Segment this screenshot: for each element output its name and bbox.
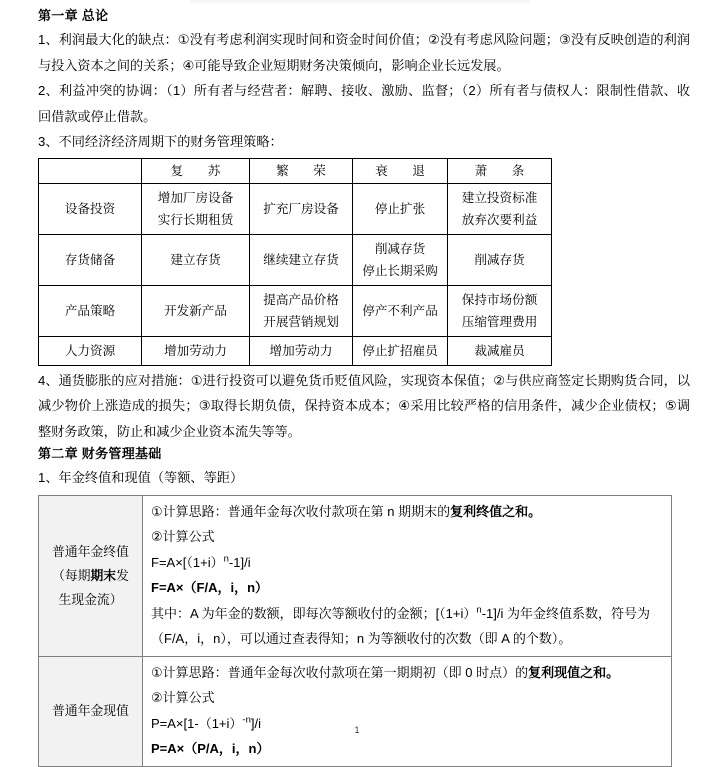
cycle-row-label: 产品策略 [39,285,142,336]
cycle-row-label: 人力资源 [39,336,142,365]
annuity-formula-post: ]/i [250,715,261,731]
annuity-idea-line [151,660,663,686]
cycle-header-recovery: 复 苏 [142,158,250,183]
annuity-present-value-body [143,656,672,766]
cycle-cell: 削减存货 [448,234,552,285]
cycle-cell: 停止扩张 [353,183,448,234]
annuity-label-line-1: 普通年金现值 [52,703,129,718]
cycle-cell: 增加劳动力 [250,336,353,365]
annuity-idea-text: ①计算思路：普通年金每次收付款项在第 n 期期末的 [151,503,451,519]
annuity-idea-emphasis: 复利现值之和。 [528,664,620,680]
annuity-formula-heading: ②计算公式 [151,529,215,544]
annuity-label-line-1: 普通年金终值 [52,543,129,559]
cycle-header-depression: 萧 条 [448,158,552,183]
annuity-formula-post: -1]/i [228,554,251,570]
chapter-2-item-1: 1、年金终值和现值（等额、等距） [38,470,244,485]
annuity-label-line-3: 生现金流） [58,591,123,607]
cycle-cell: 提高产品价格 开展营销规划 [250,285,353,336]
table-row [39,495,672,656]
annuity-formula-heading: ②计算公式 [151,690,215,705]
cycle-cell: 继续建立存货 [250,234,353,285]
cycle-cell: 增加劳动力 [142,336,250,365]
annuity-note-post: -1]/i 为年金终值系数，符号为（F/A，i，n），可以通过查表得知；n 为等额收付的次数（即 A 的个数）。 [151,605,650,646]
cycle-corner-cell [39,158,142,183]
annuity-formula-exponent: n [223,553,229,565]
annuity-label-prefix: （每期 [52,567,91,583]
cycle-cell: 扩充厂房设备 [250,183,353,234]
chapter-1-item-4: 4、通货膨胀的应对措施：①进行投资可以避免货币贬值风险，实现资本保值；②与供应商签定长期购货合同，以减少物价上涨造成的损失；③取得长期负债，保持资本成本；④采用比较严格的信用条件，减少企业债权；⑤调整财务政策，防止和减少企业资本流失等等。 [38,372,690,439]
annuity-formula-pre: F=A×[（1+i） [151,554,224,570]
chapter-1-heading: 第一章 总论 [38,8,109,23]
annuity-idea-emphasis: 复利终值之和。 [450,503,542,519]
annuity-note-exponent: n [476,604,482,616]
annuity-idea-line [151,499,663,525]
annuity-formula-expanded [151,550,663,576]
annuity-label-line-2 [41,564,140,588]
cycle-cell: 增加厂房设备 实行长期租赁 [142,183,250,234]
table-row [39,336,552,365]
cycle-header-recession: 衰 退 [353,158,448,183]
annuity-idea-text: ①计算思路：普通年金每次收付款项在第一期期初（即 0 时点）的 [151,664,529,680]
table-row [39,285,552,336]
table-row [39,234,552,285]
annuity-present-value-label [39,656,143,766]
cycle-cell: 建立存货 [142,234,250,285]
annuity-formula-pre: P=A×[1-（1+i） [151,715,243,731]
running-header-remnant [190,0,530,4]
cycle-cell: 开发新产品 [142,285,250,336]
annuity-formula-exponent: -n [242,714,251,726]
cycle-cell: 停产不利产品 [353,285,448,336]
table-row [39,656,672,766]
annuity-note [151,601,663,652]
page-number: 1 [354,725,360,735]
annuity-label-emphasis: 期末 [90,567,117,583]
annuity-label-suffix: 发 [116,567,129,583]
cycle-row-label: 设备投资 [39,183,142,234]
annuity-future-value-label [39,495,143,656]
cycle-row-label: 存货储备 [39,234,142,285]
cycle-cell: 建立投资标准 放弃次要利益 [448,183,552,234]
chapter-2-heading: 第二章 财务管理基础 [38,446,162,461]
chapter-1-item-1: 1、利润最大化的缺点：①没有考虑利润实现时间和资金时间价值；②没有考虑风险问题；③没有反映创造的利润与投入资本之间的关系；④可能导致企业短期财务决策倾向，影响企业长远发展。 [38,32,690,73]
table-header-row [39,158,552,183]
cycle-cell: 裁减雇员 [448,336,552,365]
cycle-cell: 停止扩招雇员 [353,336,448,365]
annuity-note-pre: 其中：A 为年金的数额，即每次等额收付的金额；[（1+i） [151,605,477,621]
economic-cycle-strategy-table [38,158,552,366]
cycle-header-prosperity: 繁 荣 [250,158,353,183]
cycle-cell: 削减存货 停止长期采购 [353,234,448,285]
chapter-1-item-3: 3、不同经济经济周期下的财务管理策略： [38,134,283,149]
annuity-formula-symbolic: P=A×（P/A，i，n） [151,741,270,756]
table-row [39,183,552,234]
annuity-formula-symbolic: F=A×（F/A，i，n） [151,580,269,595]
cycle-cell: 保持市场份额 压缩管理费用 [448,285,552,336]
chapter-1-item-2: 2、利益冲突的协调：（1）所有者与经营者：解聘、接收、激励、监督；（2）所有者与债权人：限制性借款、收回借款或停止借款。 [38,83,690,124]
annuity-future-value-body [143,495,672,656]
